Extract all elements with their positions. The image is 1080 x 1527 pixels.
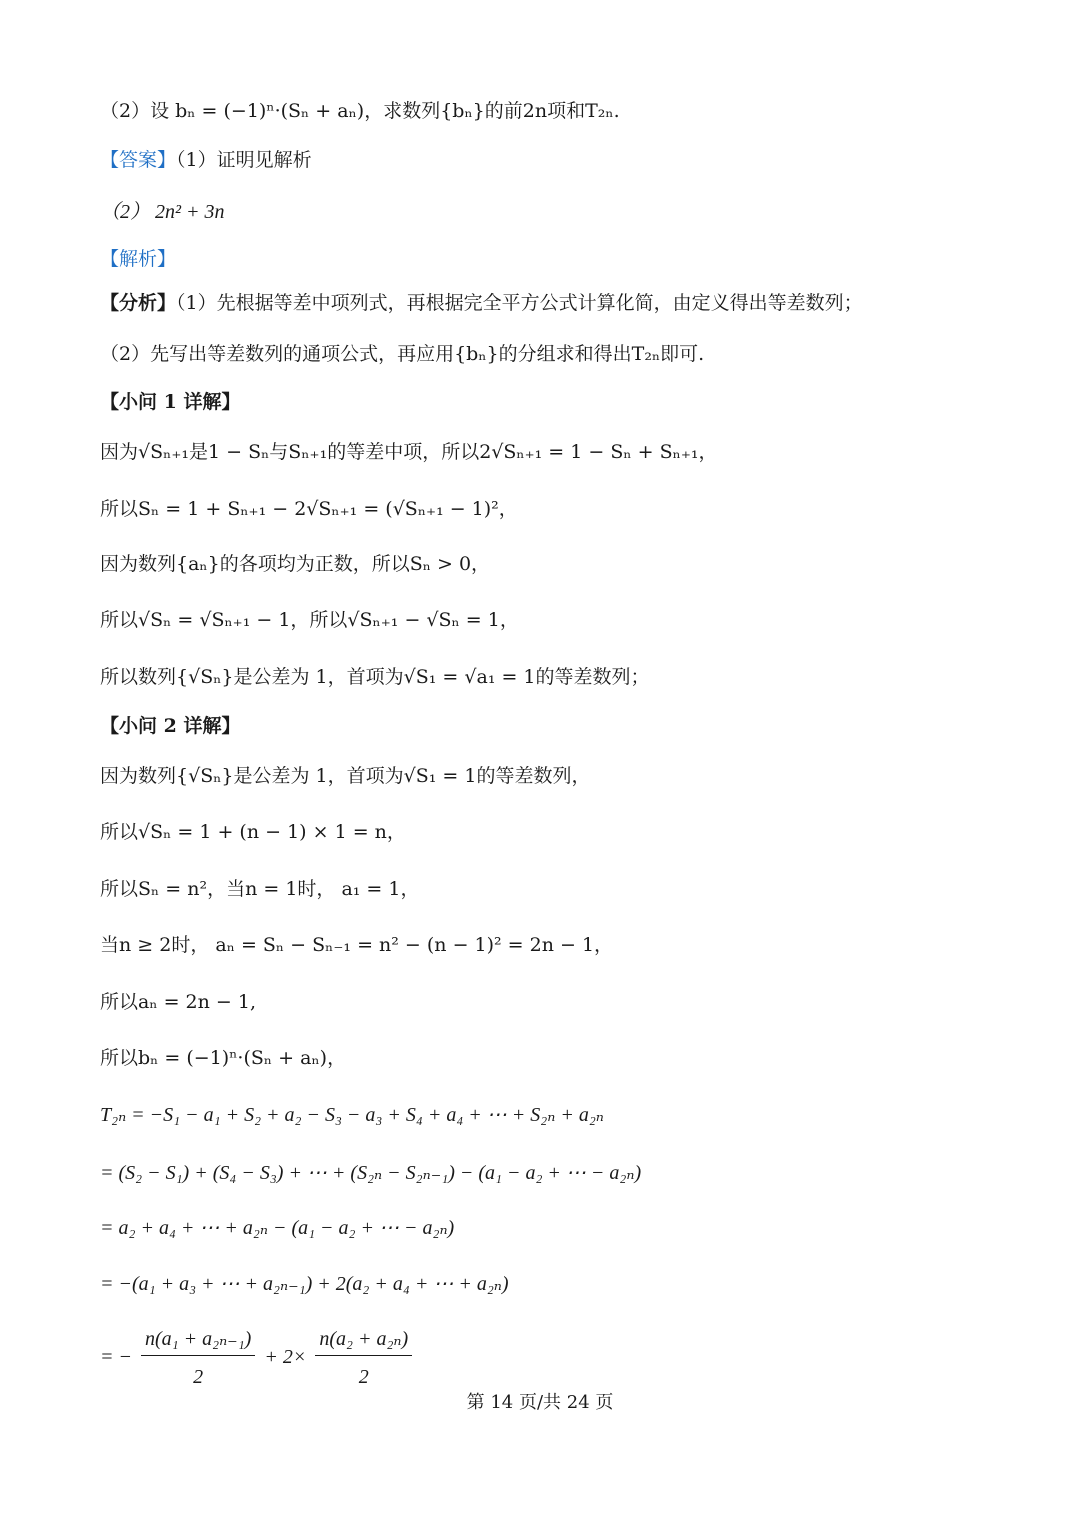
fraction-2-denominator: 2 [358,1366,369,1388]
analysis-tag: 【解析】 [100,248,177,270]
fenxi-part-1: （1）先根据等差中项列式，再根据完全平方公式计算化简，由定义得出等差数列； [176,292,863,314]
q2-line: 所以Sₙ = n²，当n = 1时， a₁ = 1， [100,878,420,900]
fraction-2-numerator: n(a₂ + a₂ₙ) [315,1326,412,1356]
fraction-1-denominator: 2 [193,1366,204,1388]
question-part-2: （2）设 bₙ = (−1)ⁿ·(Sₙ + aₙ)，求数列{bₙ}的前2n项和T₂ₙ. [100,100,620,122]
q2-line: 当n ≥ 2时， aₙ = Sₙ − Sₙ₋₁ = n² − (n − 1)² = 2n − 1， [100,934,614,956]
page-footer: 第 14 页/共 24 页 [466,1392,614,1413]
answer-tag: 【答案】 [100,149,177,171]
q2-final-equation [100,1326,1020,1389]
q2-equation: T₂ₙ = −S₁ − a₁ + S₂ + a₂ − S₃ − a₃ + S₄ + a₄ + ⋯ + S₂ₙ + a₂ₙ [100,1104,604,1126]
q1-heading: 【小问 1 详解】 [100,391,241,413]
answer-part-2 [100,199,1020,225]
q1-line: 所以Sₙ = 1 + Sₙ₊₁ − 2√Sₙ₊₁ = (√Sₙ₊₁ − 1)²， [100,498,518,520]
q2-line: 所以bₙ = (−1)ⁿ·(Sₙ + aₙ)， [100,1047,347,1069]
final-prefix: = − [100,1346,132,1368]
fraction-1 [141,1326,255,1389]
fenxi-tag: 【分析】 [100,292,177,314]
fenxi-part-2: （2）先写出等差数列的通项公式，再应用{bₙ}的分组求和得出T₂ₙ即可. [100,343,705,365]
fenxi-line-1 [100,290,1020,316]
q1-line: 因为√Sₙ₊₁是1 − Sₙ与Sₙ₊₁的等差中项，所以2√Sₙ₊₁ = 1 − Sₙ + Sₙ₊₁， [100,441,718,463]
q1-line: 因为数列{aₙ}的各项均为正数，所以Sₙ > 0， [100,553,491,575]
fraction-2 [315,1326,412,1389]
q1-line: 所以数列{√Sₙ}是公差为 1，首项为√S₁ = √a₁ = 1的等差数列； [100,666,650,688]
final-middle: + 2× [264,1346,307,1368]
q2-heading: 【小问 2 详解】 [100,715,241,737]
q2-line: 所以√Sₙ = 1 + (n − 1) × 1 = n， [100,821,406,843]
q2-line: 所以aₙ = 2n − 1, [100,991,256,1013]
q2-equation: = a₂ + a₄ + ⋯ + a₂ₙ − (a₁ − a₂ + ⋯ − a₂ₙ) [100,1217,455,1239]
q2-equation: = −(a₁ + a₃ + ⋯ + a₂ₙ₋₁) + 2(a₂ + a₄ + ⋯ + a₂ₙ) [100,1273,509,1295]
answer-part-2-text: （2） 2n² + 3n [100,201,225,223]
fraction-1-numerator: n(a₁ + a₂ₙ₋₁) [141,1326,255,1356]
q2-equation: = (S₂ − S₁) + (S₄ − S₃) + ⋯ + (S₂ₙ − S₂ₙ₋₁) − (a₁ − a₂ + ⋯ − a₂ₙ) [100,1162,642,1184]
answer-line-1 [100,147,1020,173]
q1-line: 所以√Sₙ = √Sₙ₊₁ − 1，所以√Sₙ₊₁ − √Sₙ = 1， [100,609,519,631]
answer-part-1: （1）证明见解析 [176,149,312,171]
q2-line: 因为数列{√Sₙ}是公差为 1，首项为√S₁ = 1的等差数列， [100,765,591,787]
